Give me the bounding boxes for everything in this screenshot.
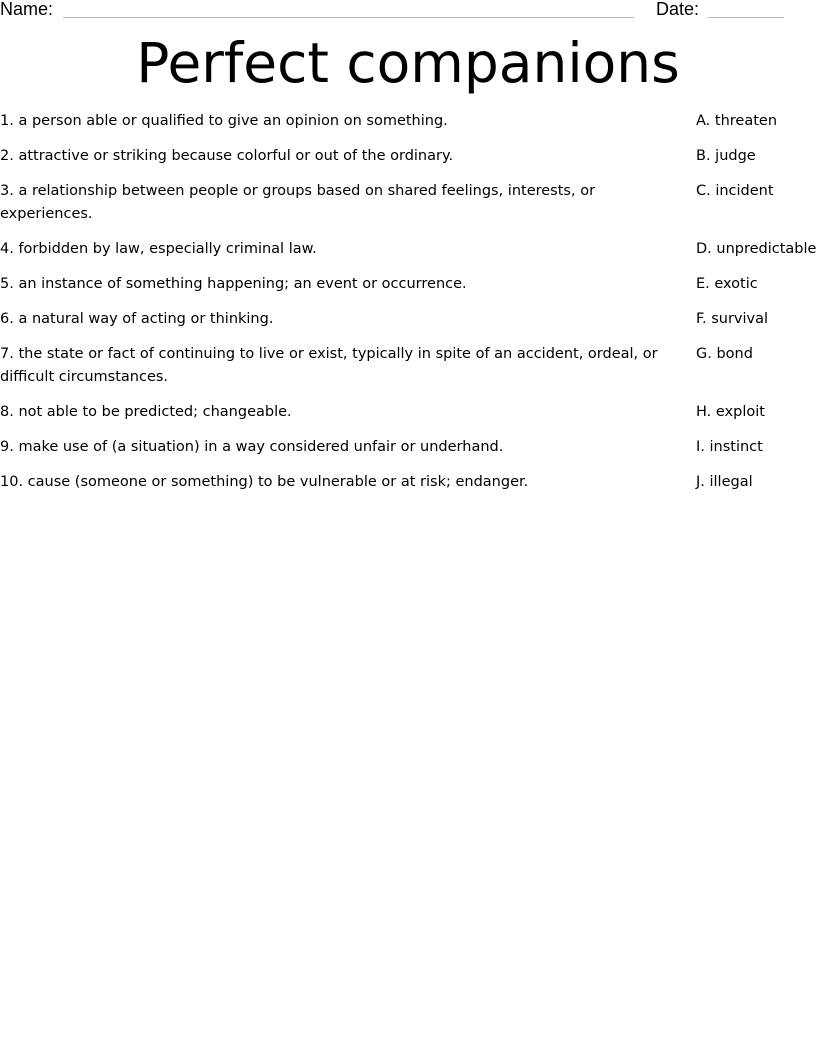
matching-row-6 — [0, 308, 816, 331]
date-label: Date: — [656, 0, 700, 19]
answer-choice-j: J. illegal — [696, 474, 753, 490]
matching-list — [0, 110, 816, 506]
matching-row-3 — [0, 180, 816, 226]
answer-choice-c: C. incident — [696, 183, 774, 199]
answer-choice-d: D. unpredictable — [696, 241, 816, 257]
answer-choice-g: G. bond — [696, 346, 753, 362]
matching-row-8 — [0, 401, 816, 424]
matching-row-7 — [0, 343, 816, 389]
matching-row-10 — [0, 471, 816, 494]
matching-row-9 — [0, 436, 816, 459]
answer-choice-b: B. judge — [696, 148, 756, 164]
name-label: Name: — [0, 0, 54, 19]
matching-row-2 — [0, 145, 816, 168]
answer-choice-e: E. exotic — [696, 276, 758, 292]
definition-2: 2. attractive or striking because colorful or out of the ordinary. — [0, 148, 454, 164]
name-field-line[interactable] — [63, 17, 634, 18]
definition-7: 7. the state or fact of continuing to live or exist, typically in spite of an accident, ordeal, or difficult circumstances. — [0, 346, 658, 385]
definition-3: 3. a relationship between people or groups based on shared feelings, interests, or experiences. — [0, 183, 596, 222]
answer-choice-a: A. threaten — [696, 113, 778, 129]
worksheet-title: Perfect companions — [136, 31, 680, 95]
date-field-line[interactable] — [708, 17, 784, 18]
matching-row-4 — [0, 238, 816, 261]
definition-10: 10. cause (someone or something) to be vulnerable or at risk; endanger. — [0, 474, 529, 490]
matching-row-1 — [0, 110, 816, 133]
definition-5: 5. an instance of something happening; an event or occurrence. — [0, 276, 467, 292]
definition-1: 1. a person able or qualified to give an opinion on something. — [0, 113, 448, 129]
definition-9: 9. make use of (a situation) in a way considered unfair or underhand. — [0, 439, 504, 455]
definition-6: 6. a natural way of acting or thinking. — [0, 311, 274, 327]
answer-choice-i: I. instinct — [696, 439, 763, 455]
definition-4: 4. forbidden by law, especially criminal law. — [0, 241, 317, 257]
worksheet-header — [0, 0, 816, 24]
matching-row-5 — [0, 273, 816, 296]
answer-choice-h: H. exploit — [696, 404, 765, 420]
definition-8: 8. not able to be predicted; changeable. — [0, 404, 292, 420]
answer-choice-f: F. survival — [696, 311, 769, 327]
